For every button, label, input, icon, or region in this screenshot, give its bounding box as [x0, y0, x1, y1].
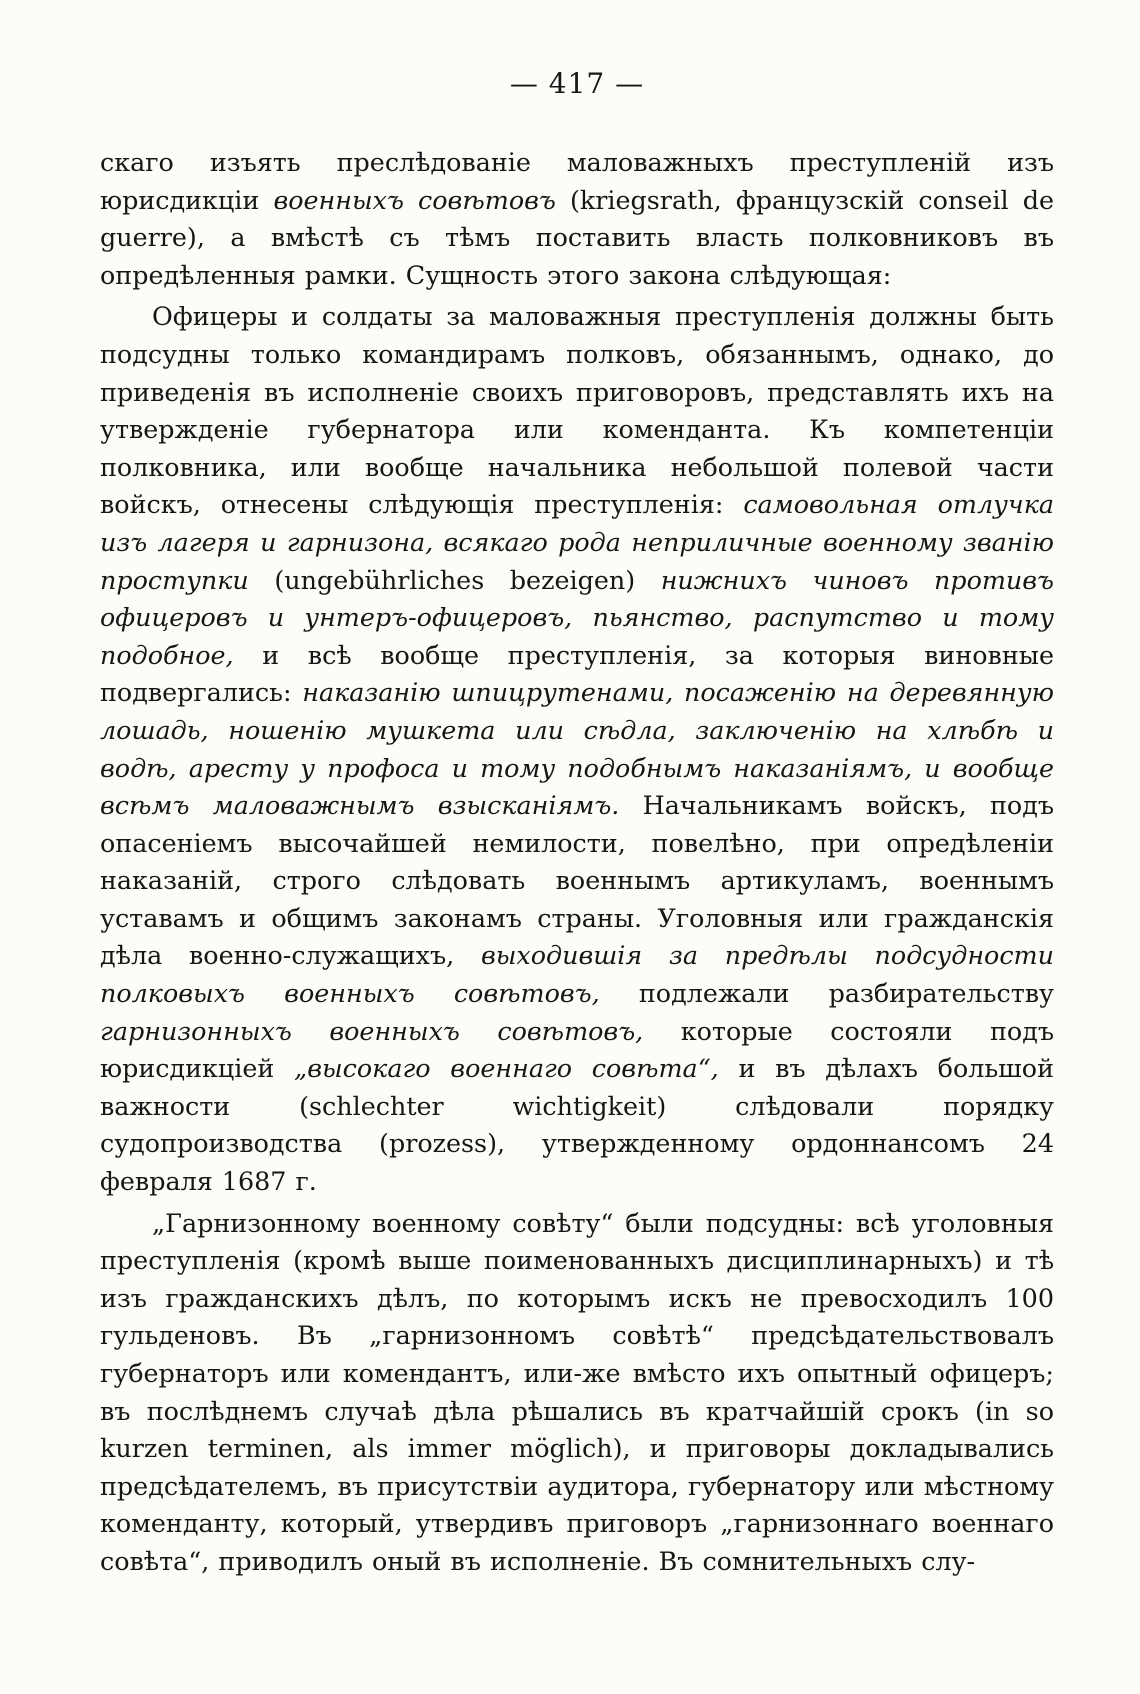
paragraph-2-emphasis: „высокаго военнаго совѣта“, [294, 1053, 719, 1084]
paragraph-2-text: и всѣ вообще преступленія, за которыя виновные подвергались: [100, 639, 1054, 708]
paragraph-1-text: (kriegsrath, французскій conseil de guerre), а вмѣстѣ съ тѣмъ поставить власть полковниковъ въ опредѣленныя рамки. Сущность этого закона слѣдующая: [100, 184, 1055, 290]
paragraph-2-emphasis: гарнизонныхъ военныхъ совѣтовъ, [100, 1015, 644, 1046]
paragraph-2-emphasis: выходившія за предѣлы подсудности полковыхъ военныхъ совѣтовъ, [100, 940, 1054, 1009]
paragraph-1-emphasis: военныхъ совѣтовъ [273, 184, 556, 215]
paragraph-2-emphasis: нижнихъ чиновъ противъ офицеровъ и унтеръ-офицеровъ, пьянство, распутство и тому подобное, [100, 564, 1054, 670]
paragraph-2-text: Начальникамъ войскъ, подъ опасеніемъ высочайшей немилости, повелѣно, при опредѣленіи наказаній, строго слѣдовать военнымъ артикуламъ, военнымъ уставамъ и общимъ законамъ страны. Уголовныя или гражданскія дѣла военно-служащихъ, [100, 790, 1054, 971]
paragraph-2 [100, 298, 1054, 1200]
paragraph-3 [100, 1205, 1054, 1581]
page-number: — 417 — [509, 67, 645, 100]
paragraph-2-text: которые состояли подъ юрисдикціей [100, 1015, 1054, 1084]
paragraph-2-emphasis: наказанію шпицрутенами, посаженію на деревянную лошадь, ношенію мушкета или сѣдла, заключенію на хлѣбѣ и водѣ, аресту у профоса и тому подобнымъ наказаніямъ, и вообще всѣмъ маловажнымъ взысканіямъ. [100, 677, 1054, 821]
paragraph-2-text: и въ дѣлахъ большой важности (schlechter wichtigkeit) слѣдовали порядку судопроизводства (prozess), утвержденному ордоннансомъ 24 февраля 1687 г. [100, 1053, 1055, 1197]
paragraph-2-emphasis: самовольная отлучка изъ лагеря и гарнизона, всякаго рода неприличные военному званію проступки [100, 489, 1054, 595]
paragraph-2-text: (ungebührliches bezeigen) [248, 564, 661, 595]
paragraph-1-text: скаго изъять преслѣдованіе маловажныхъ преступленій изъ юрисдикціи [100, 147, 1054, 215]
paragraph-3-text: „Гарнизонному военному совѣту“ были подсудны: всѣ уголовныя преступленія (кромѣ выше поименованныхъ дисциплинарныхъ) и тѣ изъ гражданскихъ дѣлъ, по которымъ искъ не превосходилъ 100 гульденовъ. Въ „гарнизонномъ совѣтѣ“ предсѣдательствовалъ губернаторъ или комендантъ, или-же вмѣсто ихъ опытный офицеръ; въ послѣднемъ случаѣ дѣла рѣшались въ кратчайшій срокъ (in so kurzen terminen, als immer möglich), и приговоры докладывались предсѣдателемъ, въ присутствіи аудитора, губернатору или мѣстному коменданту, который, утвердивъ приговоръ „гарнизоннаго военнаго совѣта“, приводилъ оный въ исполненіе. Въ сомнительныхъ слу- [100, 1207, 1054, 1576]
paragraph-1 [100, 144, 1054, 294]
paragraph-2-text: подлежали разбирательству [599, 978, 1054, 1009]
paragraph-2-text: Офицеры и солдаты за маловажныя преступленія должны быть подсудны только командирамъ полковъ, обязаннымъ, однако, до приведенія въ исполненіе своихъ приговоровъ, представлять ихъ на утвержденіе губернатора или коменданта. Къ компетенціи полковника, или вообще начальника небольшой полевой части войскъ, отнесены слѣдующія преступленія: [100, 301, 1054, 520]
